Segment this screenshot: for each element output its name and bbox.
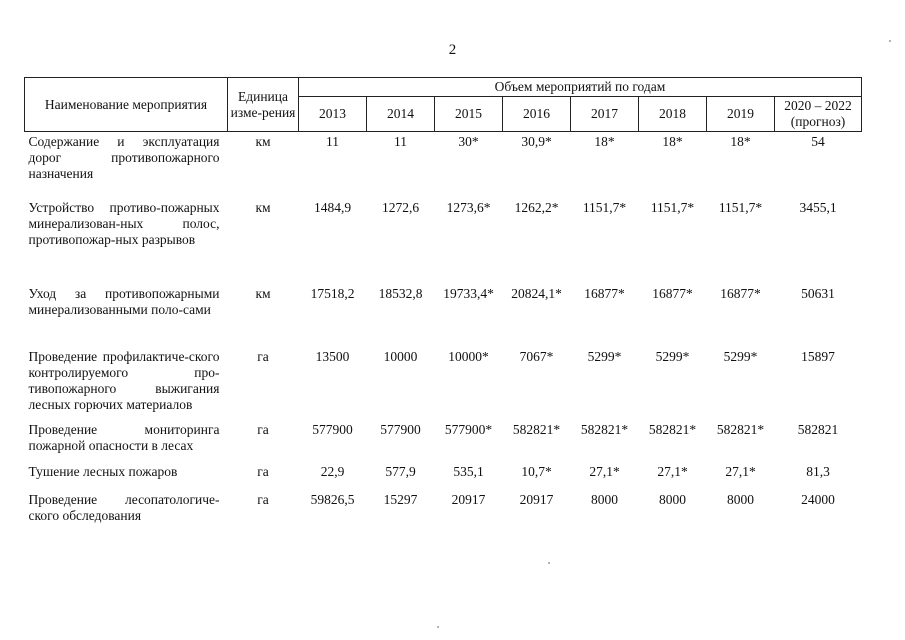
row-value: 1262,2* bbox=[514, 200, 559, 215]
table-row bbox=[25, 460, 862, 492]
row-value: 18* bbox=[594, 134, 615, 149]
row-value: 13500 bbox=[315, 349, 350, 364]
row-value: 16877* bbox=[584, 286, 625, 301]
table-row bbox=[25, 342, 862, 417]
row-value: 7067* bbox=[519, 349, 554, 364]
row-value: 8000 bbox=[727, 492, 754, 507]
table-row bbox=[25, 492, 862, 528]
row-value: 27,1* bbox=[725, 464, 756, 479]
row-unit: км bbox=[255, 286, 271, 301]
table-row bbox=[25, 417, 862, 460]
row-value: 20917 bbox=[451, 492, 486, 507]
row-name: Проведение мониторинга пожарной опасности в лесах bbox=[28, 422, 220, 453]
header-forecast: 2020 – 2022 (прогноз) bbox=[775, 97, 862, 132]
table-row bbox=[25, 278, 862, 342]
row-unit: га bbox=[257, 492, 269, 507]
row-value: 30,9* bbox=[521, 134, 552, 149]
table-body bbox=[25, 132, 862, 529]
row-name: Тушение лесных пожаров bbox=[28, 464, 178, 479]
row-value: 577900 bbox=[312, 422, 353, 437]
row-value: 577900 bbox=[380, 422, 421, 437]
header-year: 2013 bbox=[299, 97, 367, 132]
row-value: 5299* bbox=[655, 349, 690, 364]
events-table bbox=[24, 77, 862, 528]
page-number: 2 bbox=[448, 42, 457, 58]
row-unit: га bbox=[257, 422, 269, 437]
row-name: Проведение лесопатологиче-ского обследования bbox=[28, 492, 220, 523]
row-value: 18* bbox=[730, 134, 751, 149]
row-value: 1151,7* bbox=[650, 200, 695, 215]
row-value: 1272,6 bbox=[381, 200, 420, 215]
row-value: 1273,6* bbox=[446, 200, 491, 215]
scan-speck bbox=[548, 562, 550, 564]
row-name: Содержание и эксплуатация дорог противопожарного назначения bbox=[28, 134, 220, 181]
row-name: Устройство противо-пожарных минерализован-ных полос, противопожар-ных разрывов bbox=[28, 200, 220, 247]
row-value: 18532,8 bbox=[378, 286, 423, 301]
row-value: 27,1* bbox=[589, 464, 620, 479]
row-unit: га bbox=[257, 349, 269, 364]
row-value: 11 bbox=[326, 134, 339, 149]
row-value: 10000 bbox=[383, 349, 418, 364]
row-value: 1151,7* bbox=[582, 200, 627, 215]
row-value: 582821* bbox=[512, 422, 561, 437]
row-value: 16877* bbox=[652, 286, 693, 301]
header-volume-group: Объем мероприятий по годам bbox=[299, 78, 862, 97]
row-value: 3455,1 bbox=[799, 200, 837, 215]
row-value: 1151,7* bbox=[718, 200, 763, 215]
row-value: 17518,2 bbox=[310, 286, 355, 301]
row-value: 11 bbox=[394, 134, 407, 149]
row-value: 10,7* bbox=[521, 464, 552, 479]
row-value: 16877* bbox=[720, 286, 761, 301]
header-year: 2019 bbox=[707, 97, 775, 132]
row-value: 8000 bbox=[659, 492, 686, 507]
row-name: Проведение профилактиче-ского контролируемого про-тивопожарного выжигания лесных горючих материалов bbox=[28, 349, 220, 412]
row-value: 577900* bbox=[444, 422, 493, 437]
row-value: 5299* bbox=[587, 349, 622, 364]
header-year: 2016 bbox=[503, 97, 571, 132]
row-value: 27,1* bbox=[657, 464, 688, 479]
row-value: 59826,5 bbox=[310, 492, 355, 507]
row-unit: км bbox=[255, 134, 271, 149]
header-year: 2018 bbox=[639, 97, 707, 132]
row-value: 22,9 bbox=[320, 464, 345, 479]
table-row bbox=[25, 188, 862, 278]
row-value: 10000* bbox=[448, 349, 489, 364]
row-value: 8000 bbox=[591, 492, 618, 507]
table-header bbox=[25, 78, 862, 132]
row-value: 535,1 bbox=[453, 464, 484, 479]
row-value: 15897 bbox=[801, 349, 835, 364]
row-value: 582821 bbox=[797, 422, 839, 437]
row-name: Уход за противопожарными минерализованными поло-сами bbox=[28, 286, 220, 317]
row-value: 18* bbox=[662, 134, 683, 149]
scan-speck bbox=[437, 626, 439, 628]
header-year: 2014 bbox=[367, 97, 435, 132]
row-value: 20917 bbox=[519, 492, 554, 507]
row-value: 1484,9 bbox=[313, 200, 352, 215]
row-value: 15297 bbox=[383, 492, 418, 507]
row-value: 582821* bbox=[648, 422, 697, 437]
row-value: 50631 bbox=[801, 286, 835, 301]
header-year: 2015 bbox=[435, 97, 503, 132]
row-value: 582821* bbox=[580, 422, 629, 437]
header-year: 2017 bbox=[571, 97, 639, 132]
header-name: Наименование мероприятия bbox=[25, 78, 228, 132]
table-row bbox=[25, 132, 862, 189]
row-value: 30* bbox=[458, 134, 479, 149]
row-unit: км bbox=[255, 200, 271, 215]
row-value: 81,3 bbox=[806, 464, 830, 479]
scan-speck bbox=[889, 40, 891, 42]
row-value: 577,9 bbox=[385, 464, 416, 479]
row-value: 19733,4* bbox=[443, 286, 494, 301]
row-value: 5299* bbox=[723, 349, 758, 364]
row-value: 24000 bbox=[801, 492, 835, 507]
row-unit: га bbox=[257, 464, 269, 479]
row-value: 54 bbox=[811, 134, 825, 149]
row-value: 582821* bbox=[716, 422, 765, 437]
header-unit: Единица изме-рения bbox=[228, 78, 299, 132]
row-value: 20824,1* bbox=[511, 286, 562, 301]
